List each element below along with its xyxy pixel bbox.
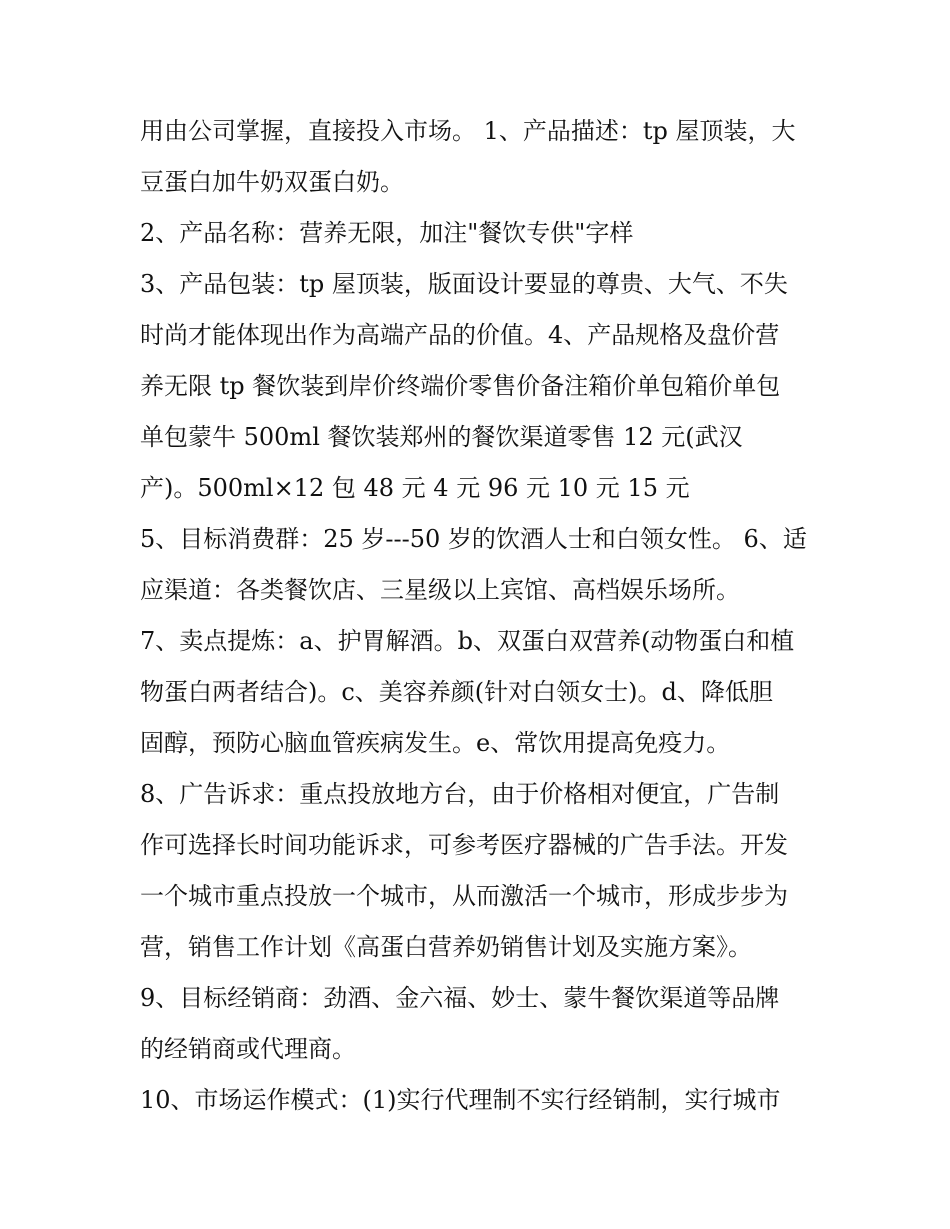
text-line: 8、广告诉求：重点投放地方台，由于价格相对便宜，广告制 (140, 780, 780, 808)
text-line: 时尚才能体现出作为高端产品的价值。4、产品规格及盘价营 (140, 321, 780, 349)
text-line: 用由公司掌握，直接投入市场。 1、产品描述：tp 屋顶装，大 (140, 117, 796, 145)
text-line: 作可选择长时间功能诉求，可参考医疗器械的广告手法。开发 (140, 831, 788, 859)
text-line: 9、目标经销商：劲酒、金六福、妙士、蒙牛餐饮渠道等品牌 (140, 984, 780, 1012)
text-line: 物蛋白两者结合)。c、美容养颜(针对白领女士)。d、降低胆 (140, 678, 773, 706)
text-line: 2、产品名称：营养无限，加注"餐饮专供"字样 (140, 219, 634, 247)
text-line: 产)。500ml×12 包 48 元 4 元 96 元 10 元 15 元 (140, 474, 690, 502)
text-line: 7、卖点提炼：a、护胃解酒。b、双蛋白双营养(动物蛋白和植 (140, 627, 795, 655)
text-line: 3、产品包装：tp 屋顶装，版面设计要显的尊贵、大气、不失 (140, 270, 788, 298)
text-line: 豆蛋白加牛奶双蛋白奶。 (140, 168, 404, 196)
text-line: 的经销商或代理商。 (140, 1035, 356, 1063)
text-line: 一个城市重点投放一个城市，从而激活一个城市，形成步步为 (140, 882, 788, 910)
text-line: 单包蒙牛 500ml 餐饮装郑州的餐饮渠道零售 12 元(武汉 (140, 423, 743, 451)
text-line: 5、目标消费群：25 岁---50 岁的饮酒人士和白领女性。 6、适 (140, 525, 807, 553)
text-line: 应渠道：各类餐饮店、三星级以上宾馆、高档娱乐场所。 (140, 576, 740, 604)
text-line: 10、市场运作模式：(1)实行代理制不实行经销制，实行城市 (140, 1086, 781, 1114)
text-line: 养无限 tp 餐饮装到岸价终端价零售价备注箱价单包箱价单包 (140, 372, 781, 400)
document-body (140, 109, 820, 1129)
text-line: 营，销售工作计划《高蛋白营养奶销售计划及实施方案》。 (140, 933, 752, 961)
text-line: 固醇，预防心脑血管疾病发生。e、常饮用提高免疫力。 (140, 729, 731, 757)
